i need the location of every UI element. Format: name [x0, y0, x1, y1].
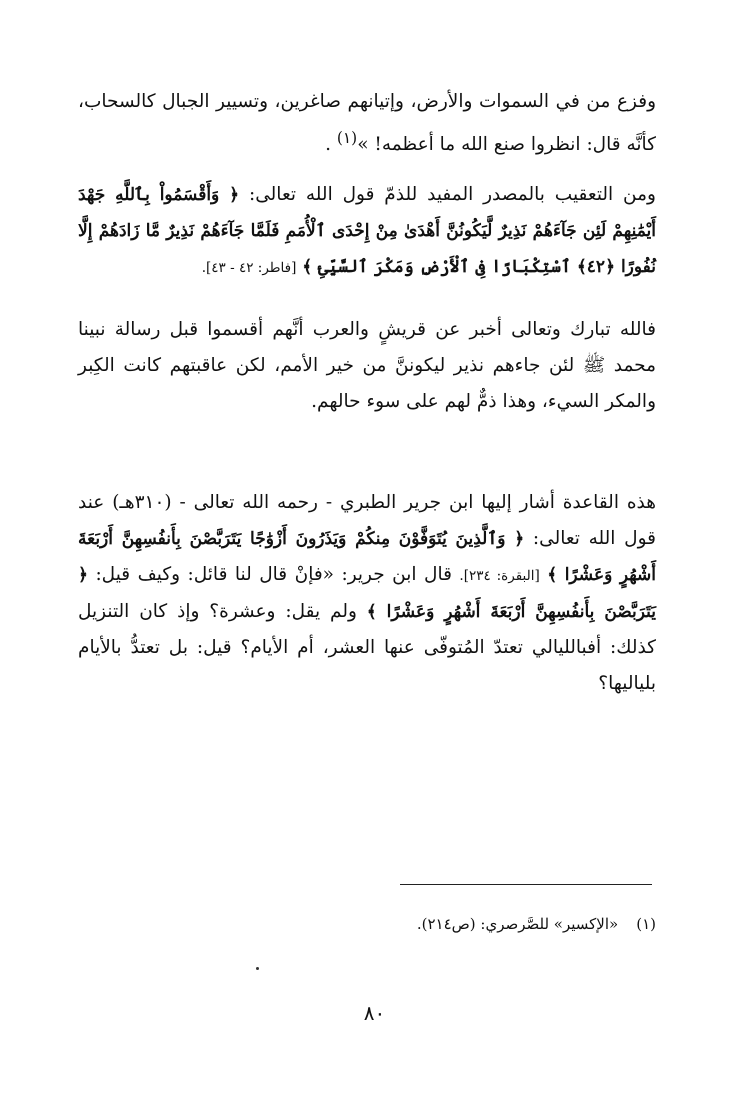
verse-reference-fatir: [فاطر: ٤٢ - ٤٣]. [201, 260, 297, 277]
paragraph-1-text: وفزع من في السموات والأرض، وإتيانهم صاغرين، وتسيير الجبال كالسحاب، كأنَّه قال: انظروا صنع الله ما أعظمه! » [78, 91, 656, 156]
footnote-marker[interactable]: (١) [336, 129, 358, 147]
footnote-text: «الإكسير» للصَّرصري: (ص٢١٤). [416, 915, 619, 933]
paragraph-2-intro: ومن التعقيب بالمصدر المفيد للذمّ قول الله تعالى: [249, 184, 656, 206]
footnote-number: (١) [636, 915, 656, 933]
paragraph-4-end: ولم يقل: وعشرة؟ وإذ كان التنزيل كذلك: أفبالليالي تعتدّ المُتوفّى عنها العشر، أم الأيام؟ قيل: بل تعتدُّ بالأيام بلياليها؟ [78, 601, 656, 695]
rule-heading-15 [78, 430, 656, 471]
paragraph-4-mid: قال ابن جرير: «فإنْ قال لنا قائل: وكيف قيل: [95, 564, 452, 586]
verse-reference-baqarah: [البقرة: ٢٣٤]. [459, 568, 540, 585]
paragraph-4-intro: هذه القاعدة أشار إليها ابن جرير الطبري - رحمه الله تعالى - (٣١٠هـ) عند قول الله تعالى: [78, 492, 656, 550]
paragraph-3: فالله تبارك وتعالى أخبر عن قريشٍ والعرب أنَّهم أقسموا قبل رسالة نبينا محمد ﷺ لئن جاءهم نذير ليكوننَّ من خير الأمم، لكن عاقبتهم كانت الكِبر والمكر السيء، وهذا ذمٌّ لهم على سوء حالهم. [78, 319, 656, 413]
quran-verse-fatir: ﴿ وَأَقْسَمُواْ بِٱللَّهِ جَهْدَ أَيْمَٰنِهِمْ لَئِن جَآءَهُمْ نَذِيرٌ لَّيَكُونُنَّ أَهْدَىٰ مِنْ إِحْدَى ٱلْأُمَمِ فَلَمَّا جَآءَهُمْ نَذِيرٌ مَّا زَادَهُمْ إِلَّا نُفُورًا ﴿٤٢﴾ ٱسْتِكْبَارًا فِى ٱلْأَرْضِ وَمَكْرَ ٱلسَّيِّئِ ﴾ [78, 185, 656, 278]
quran-verse-baqarah-repeat: ﴿ يَتَرَبَّصْنَ بِأَنفُسِهِنَّ أَرْبَعَةَ أَشْهُرٍ وَعَشْرًا ﴾ [78, 565, 656, 623]
page-body [78, 84, 656, 702]
paragraph-4 [78, 485, 656, 702]
page-number: ٨٠ [363, 1001, 386, 1025]
paragraph-1 [78, 84, 656, 163]
paragraph-1-end: . [325, 134, 331, 156]
print-speck [256, 967, 259, 970]
footnote [96, 912, 656, 936]
paragraph-2 [78, 177, 656, 286]
quran-verse-baqarah: ﴿ وَٱلَّذِينَ يُتَوَفَّوْنَ مِنكُمْ وَيَذَرُونَ أَزْوَٰجًا يَتَرَبَّصْنَ بِأَنفُسِهِنَّ أَرْبَعَةَ أَشْهُرٍ وَعَشْرًا ﴾ [78, 529, 657, 586]
footnote-divider [400, 884, 652, 885]
